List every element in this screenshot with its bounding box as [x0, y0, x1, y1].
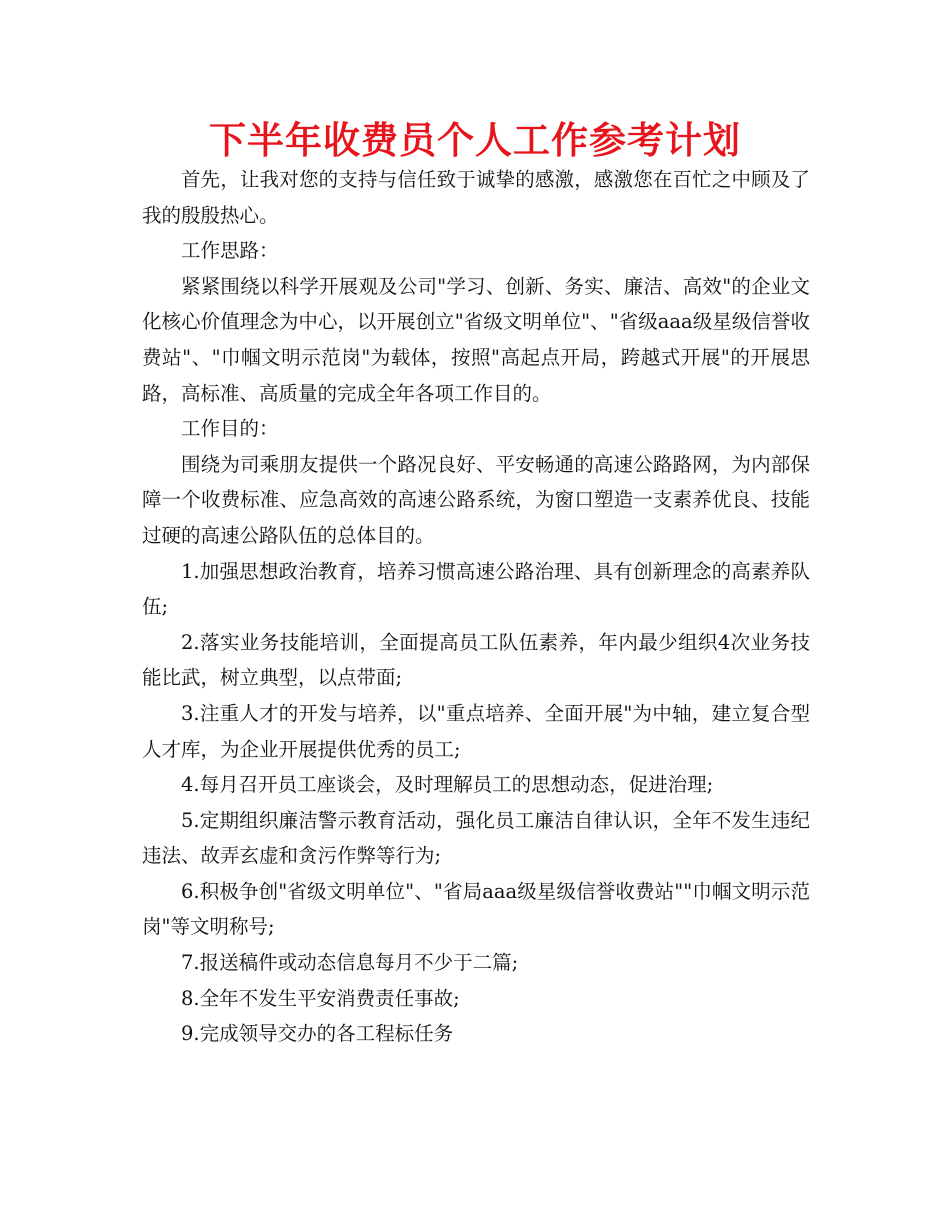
list-item: 6.积极争创"省级文明单位"、"省局aaa级星级信誉收费站""巾帼文明示范岗"等文明称号;: [142, 879, 810, 939]
paragraph-intro: 首先，让我对您的支持与信任致于诚挚的感激，感激您在百忙之中顾及了我的殷殷热心。: [142, 168, 810, 227]
list-item: 3.注重人才的开发与培养，以"重点培养、全面开展"为中轴，建立复合型人才库，为企业开展提供优秀的员工;: [142, 701, 810, 761]
list-item: 7.报送稿件或动态信息每月不少于二篇;: [181, 951, 519, 975]
list-item: 5.定期组织廉洁警示教育活动，强化员工廉洁自律认识，全年不发生违纪违法、故弄玄虚和贪污作弊等行为;: [142, 808, 810, 868]
list-item: 8.全年不发生平安消费责任事故;: [181, 986, 460, 1010]
list-item: 1.加强思想政治教育，培养习惯高速公路治理、具有创新理念的高素养队伍;: [142, 559, 810, 619]
list-item: 9.完成领导交办的各工程标任务: [181, 1022, 454, 1046]
paragraph-work-goals: 围绕为司乘朋友提供一个路况良好、平安畅通的高速公路路网，为内部保障一个收费标准、应急高效的高速公路系统，为窗口塑造一支素养优良、技能过硬的高速公路队伍的总体目的。: [142, 452, 810, 547]
list-item: 4.每月召开员工座谈会，及时理解员工的思想动态，促进治理;: [181, 773, 714, 797]
list-item: 2.落实业务技能培训，全面提高员工队伍素养，年内最少组织4次业务技能比武，树立典型，以点带面;: [142, 630, 810, 690]
heading-work-approach: 工作思路：: [181, 239, 279, 263]
page-title: 下半年收费员个人工作参考计划: [209, 119, 741, 162]
paragraph-work-approach: 紧紧围绕以科学开展观及公司"学习、创新、务实、廉洁、高效"的企业文化核心价值理念为中心，以开展创立"省级文明单位"、"省级aaa级星级信誉收费站"、"巾帼文明示范岗"为载体，按照"高起点开局，跨越式开展"的开展思路，高标准、高质量的完成全年各项工作目的。: [142, 274, 810, 405]
heading-work-goals: 工作目的：: [181, 417, 279, 441]
document-body: [142, 162, 810, 1052]
